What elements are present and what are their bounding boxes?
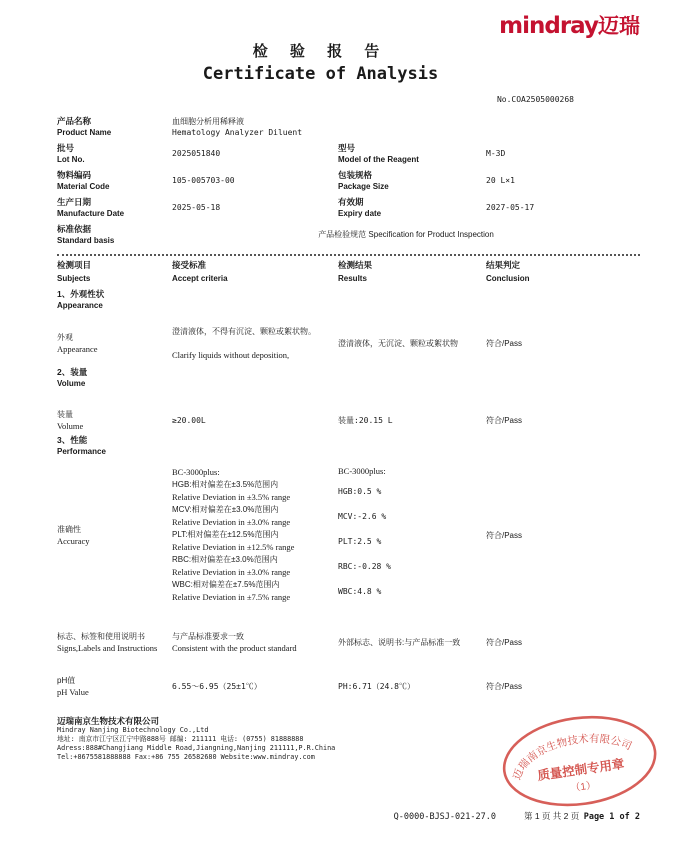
row-ph [57, 674, 640, 698]
mindray-logo [499, 14, 640, 38]
accuracy-result-plt: PLT:2.5 % [338, 537, 382, 546]
accuracy-param-plt: PLT:相对偏差在±12.5%范围内 Relative Deviation in ±12.5% range [172, 529, 295, 553]
footer-doc-code: Q-0000-BJSJ-021-27.0 [393, 812, 496, 822]
stamp-line1: 质量控制专用章 [536, 756, 626, 783]
signs-result: 外部标志、说明书:与产品标准一致 [338, 637, 461, 647]
signs-criteria: 与产品标准要求一致 Consistent with the product standard [172, 631, 297, 653]
accuracy-param-wbc: WBC:相对偏差在±7.5%范围内 Relative Deviation in ±7.5% range [172, 579, 291, 603]
ph-criteria: 6.55～6.95（25±1℃） [172, 681, 262, 691]
doc-number: No.COA2505000268 [496, 95, 574, 104]
signs-subject: 标志、标签和使用说明书 Signs,Labels and Instructions [57, 631, 158, 653]
company-name-en: Mindray Nanjing Biotechnology Co.,Ltd [57, 726, 209, 734]
footer-page [524, 806, 640, 824]
product-name-value: 血细胞分析用稀释液 Hematology Analyzer Diluent [172, 116, 303, 137]
model-label: 型号 Model of the Reagent [338, 142, 419, 164]
stamp-arc-text: 迈瑞南京生物技术有限公司 [511, 733, 634, 782]
company-address-cn: 地址: 南京市江宁区江宁中路888号 邮编: 211111 电话: (0755) 81888888 [57, 735, 304, 743]
ph-result: PH:6.71（24.8℃） [338, 681, 415, 691]
appearance-result: 澄清液体，无沉淀、颗粒或絮状物 [338, 338, 458, 348]
title-block [57, 42, 640, 86]
section-volume-title: 2、装量 Volume [57, 367, 88, 388]
table-header [57, 259, 640, 286]
volume-result: 装量:20.15 L [338, 415, 393, 425]
footer-line [57, 806, 640, 824]
row-accuracy [57, 466, 640, 604]
ph-subject: pH值 pH Value [57, 675, 89, 697]
row-signs [57, 622, 640, 662]
material-code-label: 物料编码 Material Code [57, 169, 110, 191]
report-title-cn: 检 验 报 告 [252, 43, 389, 60]
row-appearance [57, 322, 640, 364]
accuracy-result-rbc: RBC:-0.28 % [338, 562, 391, 571]
material-code-value: 105-005703-00 [172, 176, 235, 185]
volume-criteria: ≥20.00L [172, 415, 206, 425]
qc-stamp-graphic [487, 699, 672, 824]
appearance-conclusion: 符合/Pass [486, 338, 523, 348]
accuracy-param-rbc: RBC:相对偏差在±3.0%范围内 Relative Deviation in ±3.0% range [172, 554, 291, 578]
section-performance-title: 3、性能 Performance [57, 435, 106, 456]
accuracy-result-hgb: HGB:0.5 % [338, 487, 382, 496]
lot-no-value: 2025051840 [172, 149, 221, 158]
accuracy-results [338, 466, 486, 604]
accuracy-param-mcv: MCV:相对偏差在±3.0%范围内 Relative Deviation in ±3.0% range [172, 504, 291, 528]
lot-no-label: 批号 Lot No. [57, 142, 85, 164]
accuracy-result-mcv: MCV:-2.6 % [338, 512, 387, 521]
info-row-lot-model [57, 140, 640, 167]
report-title-en: Certificate of Analysis [202, 64, 439, 84]
mindray-logo-cn: 迈瑞 [598, 14, 640, 38]
model-value: M-3D [486, 149, 506, 158]
accuracy-criteria [172, 466, 338, 604]
mindray-logo-wordmark: mindray [499, 13, 598, 39]
accuracy-param-hgb: HGB:相对偏差在±3.5%范围内 Relative Deviation in ±3.5% range [172, 479, 291, 503]
standard-basis-label: 标准依据 Standard basis [57, 223, 115, 245]
info-row-dates [57, 194, 640, 221]
row-volume [57, 408, 640, 432]
company-contact: Tel:+8675581888888 Fax:+86 755 26582680 Website:www.mindray.com [57, 753, 315, 761]
footer-page-en: Page 1 of 2 [583, 812, 640, 822]
expiry-date-value: 2027-05-17 [486, 203, 535, 212]
accuracy-result-wbc: WBC:4.8 % [338, 587, 382, 596]
col-conclusion: 结果判定 Conclusion [486, 260, 530, 283]
info-section [57, 113, 640, 248]
dotted-divider [57, 254, 640, 256]
info-row-material-package [57, 167, 640, 194]
section-appearance-title: 1、外观性状 Appearance [57, 289, 105, 310]
manufacture-date-label: 生产日期 Manufacture Date [57, 196, 125, 218]
product-name-label: 产品名称 Product Name [57, 115, 112, 137]
info-row-standard [57, 221, 640, 248]
appearance-criteria: 澄清液体，不得有沉淀、颗粒或絮状物。 Clarify liquids without deposition, [172, 326, 316, 360]
accuracy-conclusion: 符合/Pass [486, 530, 523, 540]
volume-conclusion: 符合/Pass [486, 415, 523, 425]
stamp-line2: （1） [569, 780, 597, 795]
accuracy-result-header: BC-3000plus: [338, 466, 386, 476]
info-row-product [57, 113, 640, 140]
expiry-date-label: 有效期 Expiry date [338, 196, 382, 218]
company-address-en: Adress:888#Changjiang Middle Road,Jiangning,Nanjing 211111,P.R.China [57, 744, 336, 752]
company-name-cn: 迈瑞南京生物技术有限公司 [57, 716, 160, 726]
col-criteria: 接受标准 Accept criteria [172, 260, 228, 283]
package-size-label: 包装规格 Package Size [338, 169, 389, 191]
manufacture-date-value: 2025-05-18 [172, 203, 221, 212]
ph-conclusion: 符合/Pass [486, 681, 523, 691]
col-results: 检测结果 Results [338, 260, 373, 283]
col-subjects: 检测项目 Subjects [57, 260, 92, 283]
header-logo-row [57, 14, 640, 38]
footer-page-cn: 第 1 页 共 2 页 [523, 811, 580, 821]
package-size-value: 20 L×1 [486, 176, 515, 185]
standard-basis-value: 产品检验规范 Specification for Product Inspection [318, 230, 494, 239]
volume-subject: 装量 Volume [57, 409, 84, 431]
appearance-subject: 外观 Appearance [57, 332, 98, 354]
company-block [57, 716, 335, 762]
accuracy-criteria-header: BC-3000plus: [172, 467, 220, 478]
signs-conclusion: 符合/Pass [486, 637, 523, 647]
accuracy-subject: 准确性 Accuracy [57, 524, 90, 546]
